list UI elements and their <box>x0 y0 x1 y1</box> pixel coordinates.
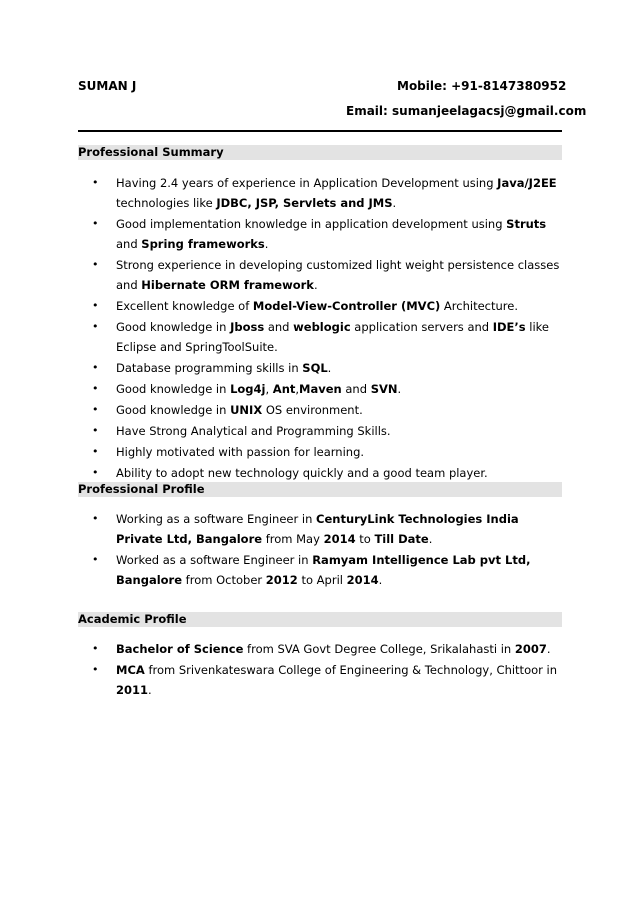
bold-text: 2007 <box>514 642 547 656</box>
item-text: Working as a software Engineer in <box>116 512 317 526</box>
bold-text: MCA <box>116 663 145 677</box>
bullet-icon: • <box>92 382 99 395</box>
bold-text: 2014 <box>346 573 379 587</box>
bold-text: IDE’s <box>492 320 526 334</box>
item-text: . <box>546 642 551 656</box>
bold-text: SQL <box>302 361 328 375</box>
item-text: technologies like <box>116 196 217 210</box>
bold-text: 2014 <box>323 532 356 546</box>
item-text: Highly motivated with passion for learning. <box>116 445 365 459</box>
bullet-icon: • <box>92 258 99 271</box>
bold-text: 2011 <box>116 683 149 697</box>
item-text: Good knowledge in <box>116 320 231 334</box>
bold-text: Jboss <box>230 320 265 334</box>
bold-text: Bachelor of Science <box>116 642 244 656</box>
item-text: from October <box>182 573 266 587</box>
item-text: Worked as a software Engineer in <box>116 553 313 567</box>
bullet-icon: • <box>92 176 99 189</box>
bold-text: Hibernate ORM framework <box>141 278 314 292</box>
item-text: Database programming skills in <box>116 361 303 375</box>
section-heading-academic: Academic Profile <box>78 612 562 627</box>
item-text: application servers and <box>350 320 493 334</box>
bullet-icon: • <box>92 663 99 676</box>
bullet-icon: • <box>92 424 99 437</box>
item-text: . <box>378 573 383 587</box>
list-item <box>0 296 638 316</box>
item-text: and <box>341 382 371 396</box>
item-text: from Srivenkateswara College of Engineering & Technology, Chittoor in <box>144 663 558 677</box>
item-text: and <box>264 320 294 334</box>
item-text: . <box>392 196 397 210</box>
item-text: . <box>327 361 332 375</box>
list-item <box>0 639 638 659</box>
item-text: Ability to adopt new technology quickly and a good team player. <box>116 466 488 480</box>
email-address: Email: sumanjeelagacsj@gmail.com <box>346 104 587 118</box>
bullet-icon: • <box>92 466 99 479</box>
list-item <box>0 358 638 378</box>
item-text: Good implementation knowledge in application development using <box>116 217 507 231</box>
bold-text: CenturyLink Technologies India Private Ltd, Bangalore <box>116 512 519 546</box>
list-item <box>0 214 638 254</box>
list-item <box>0 463 638 483</box>
bullet-icon: • <box>92 512 99 525</box>
mobile-number: Mobile: +91-8147380952 <box>397 79 567 93</box>
item-text: . <box>313 278 318 292</box>
bold-text: Ramyam Intelligence Lab pvt Ltd, Bangalore <box>116 553 531 587</box>
bold-text: 2012 <box>265 573 298 587</box>
bullet-icon: • <box>92 553 99 566</box>
bullet-icon: • <box>92 320 99 333</box>
summary-list <box>0 173 638 484</box>
list-item <box>0 400 638 420</box>
bold-text: SVN <box>370 382 398 396</box>
item-text: OS environment. <box>262 403 363 417</box>
list-item <box>0 421 638 441</box>
item-text: Having 2.4 years of experience in Application Development using <box>116 176 498 190</box>
item-text: . <box>148 683 152 697</box>
bold-text: Spring frameworks <box>141 237 265 251</box>
item-text: from SVA Govt Degree College, Srikalahasti in <box>243 642 515 656</box>
list-item <box>0 550 638 590</box>
list-item <box>0 255 638 295</box>
item-text: . <box>264 237 269 251</box>
bullet-icon: • <box>92 403 99 416</box>
item-text: from May <box>262 532 324 546</box>
item-text: Good knowledge in <box>116 403 231 417</box>
bullet-icon: • <box>92 361 99 374</box>
list-item <box>0 173 638 213</box>
bold-text: Maven <box>299 382 342 396</box>
bold-text: UNIX <box>230 403 263 417</box>
list-item <box>0 317 638 357</box>
section-heading-summary: Professional Summary <box>78 145 562 160</box>
bullet-icon: • <box>92 217 99 230</box>
profile-list <box>0 509 638 591</box>
list-item <box>0 442 638 462</box>
academic-list <box>0 639 638 701</box>
item-text: like Eclipse and SpringToolSuite. <box>116 320 550 354</box>
bold-text: Log4j <box>230 382 266 396</box>
header-divider <box>78 130 562 132</box>
list-item <box>0 509 638 549</box>
item-text: to <box>355 532 375 546</box>
bullet-icon: • <box>92 299 99 312</box>
bold-text: weblogic <box>293 320 351 334</box>
list-item <box>0 379 638 399</box>
item-text: Good knowledge in <box>116 382 231 396</box>
item-text: Excellent knowledge of <box>116 299 253 313</box>
item-text: to April <box>297 573 347 587</box>
bold-text: JDBC, JSP, Servlets and JMS <box>216 196 393 210</box>
bold-text: Model-View-Controller (MVC) <box>252 299 441 313</box>
item-text: , <box>265 382 273 396</box>
item-text: . <box>428 532 433 546</box>
bold-text: Struts <box>506 217 547 231</box>
item-text: . <box>397 382 402 396</box>
item-text: Have Strong Analytical and Programming Skills. <box>116 424 391 438</box>
bold-text: Ant <box>272 382 296 396</box>
bold-text: Till Date <box>374 532 429 546</box>
candidate-name: SUMAN J <box>78 79 137 93</box>
item-text: Strong experience in developing customized light weight persistence classes and <box>116 258 560 292</box>
bold-text: Java/J2EE <box>497 176 557 190</box>
section-heading-profile: Professional Profile <box>78 482 562 497</box>
bullet-icon: • <box>92 642 99 655</box>
item-text: and <box>116 237 142 251</box>
list-item <box>0 660 638 700</box>
item-text: , <box>295 382 300 396</box>
item-text: Architecture. <box>440 299 518 313</box>
bullet-icon: • <box>92 445 99 458</box>
